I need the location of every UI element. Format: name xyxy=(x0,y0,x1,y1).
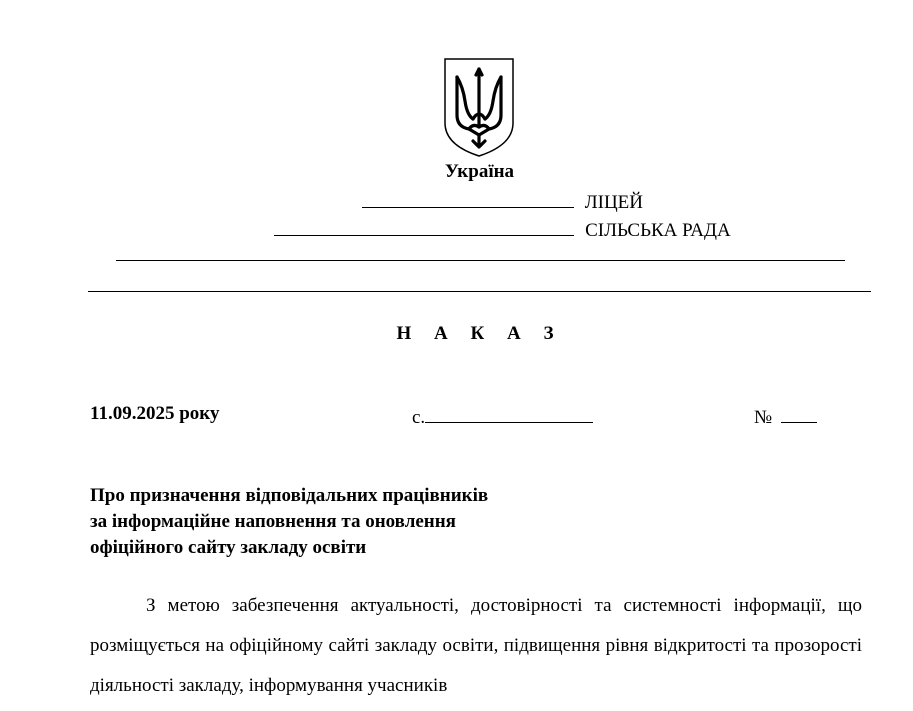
number-prefix: № xyxy=(754,407,773,428)
order-place xyxy=(412,403,593,429)
subject-line: за інформаційне наповнення та оновлення xyxy=(90,511,456,532)
place-blank xyxy=(425,403,593,423)
body-paragraph-text: З метою забезпечення актуальності, достовірності та системності інформації, що розміщується на офіційному сайті закладу освіти, підвищення рівня відкритості та прозорості діяльності закладу, інформування учасників xyxy=(90,595,862,696)
council-name-line xyxy=(0,216,913,242)
number-blank xyxy=(781,403,817,423)
subject-line: офіційного сайту закладу освіти xyxy=(90,537,367,558)
council-suffix: СІЛЬСЬКА РАДА xyxy=(585,220,731,241)
order-date: 11.09.2025 року xyxy=(90,403,220,424)
school-suffix: ЛІЦЕЙ xyxy=(584,192,643,213)
order-subject xyxy=(90,483,650,561)
trident-coat-of-arms-icon xyxy=(443,57,515,158)
header-divider-bottom xyxy=(88,291,871,292)
order-number xyxy=(754,403,817,429)
header-divider-top xyxy=(116,260,845,261)
country-name: Україна xyxy=(444,161,515,182)
body-paragraph xyxy=(90,586,862,706)
place-prefix: с. xyxy=(412,407,426,428)
order-title: Н А К А З xyxy=(396,323,563,344)
school-name-line xyxy=(0,188,913,214)
council-name-blank xyxy=(274,216,574,236)
school-name-blank xyxy=(362,188,574,208)
subject-line: Про призначення відповідальних працівників xyxy=(90,485,489,506)
